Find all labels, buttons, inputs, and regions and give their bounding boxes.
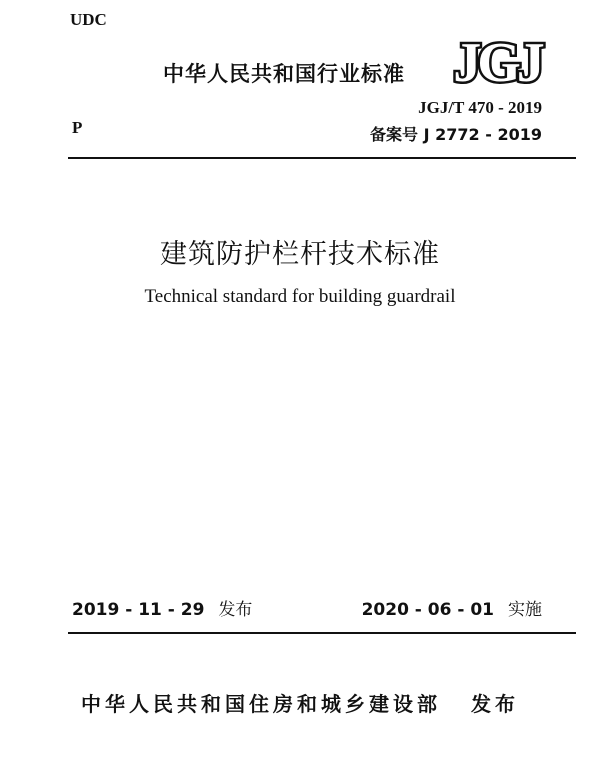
filing-number: 备案号 J 2772 - 2019 bbox=[370, 125, 542, 144]
implement-date: 2020 - 06 - 01 bbox=[361, 600, 494, 620]
top-divider bbox=[68, 157, 576, 159]
udc-label: UDC bbox=[70, 10, 107, 29]
standard-number: JGJ/T 470 - 2019 bbox=[418, 98, 542, 117]
issue-date-block bbox=[72, 595, 252, 620]
issue-date: 2019 - 11 - 29 bbox=[72, 600, 205, 620]
category-label: P bbox=[72, 118, 83, 137]
publisher-block bbox=[0, 688, 600, 717]
publish-label: 发布 bbox=[471, 692, 519, 716]
jgj-logo bbox=[447, 34, 547, 86]
publisher-name: 中华人民共和国住房和城乡建设部 bbox=[81, 692, 441, 716]
implement-date-block bbox=[362, 595, 542, 620]
title-english: Technical standard for building guardrail bbox=[144, 286, 456, 307]
implement-label: 实施 bbox=[508, 600, 542, 620]
series-title: 中华人民共和国行业标准 bbox=[163, 62, 405, 86]
issue-label: 发布 bbox=[218, 600, 253, 620]
jgj-logo-text: JGJ bbox=[453, 34, 541, 86]
bottom-divider bbox=[68, 632, 576, 634]
title-chinese: 建筑防护栏杆技术标准 bbox=[160, 239, 440, 270]
